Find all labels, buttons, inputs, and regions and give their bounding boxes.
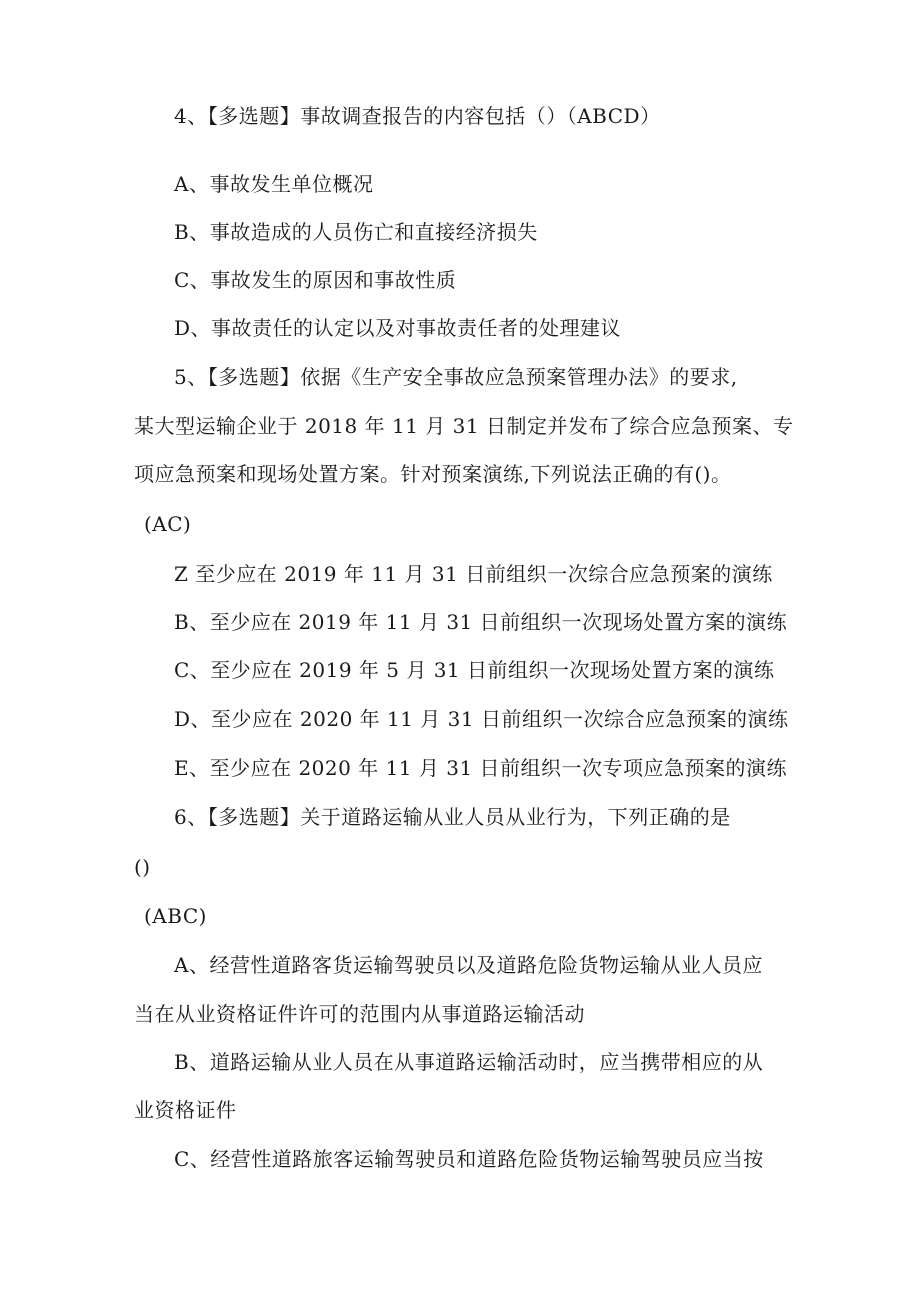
question-5-option-b: B、至少应在 2019 年 11 月 31 日前组织一次现场处置方案的演练 bbox=[174, 610, 788, 634]
question-5-stem-line-3: 项应急预案和现场处置方案。针对预案演练,下列说法正确的有()。 bbox=[134, 462, 732, 486]
question-5-stem-line-2: 某大型运输企业于 2018 年 11 月 31 日制定并发布了综合应急预案、专 bbox=[134, 414, 794, 438]
question-5-option-e: E、至少应在 2020 年 11 月 31 日前组织一次专项应急预案的演练 bbox=[174, 756, 788, 780]
question-5-option-d: D、至少应在 2020 年 11 月 31 日前组织一次综合应急预案的演练 bbox=[174, 707, 789, 731]
question-4-option-b: B、事故造成的人员伤亡和直接经济损失 bbox=[174, 220, 538, 244]
question-5-stem-line-1: 5、【多选题】依据《生产安全事故应急预案管理办法》的要求, bbox=[174, 365, 738, 389]
question-4-option-d: D、事故责任的认定以及对事故责任者的处理建议 bbox=[174, 316, 622, 340]
question-6-option-b-line-2: 业资格证件 bbox=[134, 1098, 237, 1122]
question-6-stem-line-2: () bbox=[134, 855, 151, 879]
question-4-option-a: A、事故发生单位概况 bbox=[174, 172, 374, 196]
question-4-stem: 4、【多选题】事故调查报告的内容包括（）（ABCD） bbox=[174, 104, 661, 128]
question-6-answer: (ABC) bbox=[144, 904, 207, 928]
question-6-stem-line-1: 6、【多选题】关于道路运输从业人员从业行为，下列正确的是 bbox=[174, 805, 731, 829]
question-5-option-a: Z 至少应在 2019 年 11 月 31 日前组织一次综合应急预案的演练 bbox=[174, 562, 773, 586]
question-5-option-c: C、至少应在 2019 年 5 月 31 日前组织一次现场处置方案的演练 bbox=[174, 658, 775, 682]
question-5-answer: (AC) bbox=[144, 512, 192, 536]
question-6-option-c-line-1: C、经营性道路旅客运输驾驶员和道路危险货物运输驾驶员应当按 bbox=[174, 1147, 764, 1171]
question-4-option-c: C、事故发生的原因和事故性质 bbox=[174, 268, 457, 292]
question-6-option-a-line-1: A、经营性道路客货运输驾驶员以及道路危险货物运输从业人员应 bbox=[174, 953, 763, 977]
question-6-option-b-line-1: B、道路运输从业人员在从事道路运输活动时，应当携带相应的从 bbox=[174, 1050, 764, 1074]
question-6-option-a-line-2: 当在从业资格证件许可的范围内从事道路运输活动 bbox=[134, 1002, 585, 1026]
